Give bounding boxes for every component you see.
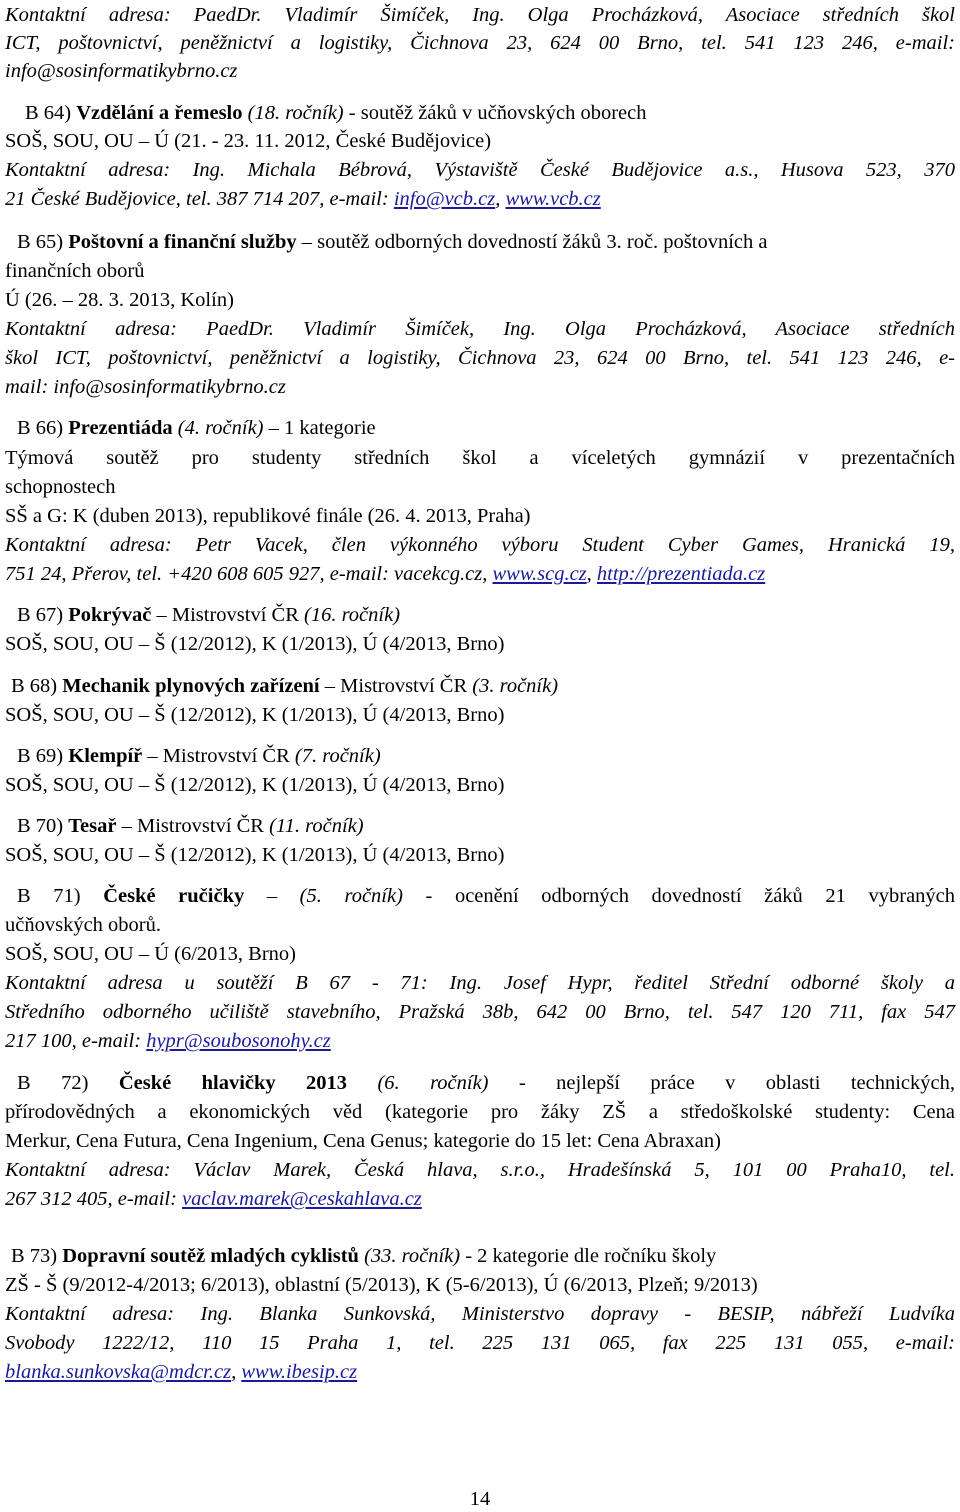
web-link[interactable]: www.scg.cz	[492, 563, 587, 585]
contact-line: info@sosinformatikybrno.cz	[5, 60, 238, 82]
entry-heading-b68: B 68) Mechanik plynových zařízení – Mistrovství ČR (3. ročník)	[11, 675, 559, 697]
entry-detail: SŠ a G: K (duben 2013), republikové finále (26. 4. 2013, Praha)	[5, 505, 531, 527]
entry-detail: Týmová soutěž pro studenty středních škol a víceletých gymnázií v prezentačních	[5, 447, 955, 469]
contact-line: mail: info@sosinformatikybrno.cz	[5, 376, 286, 398]
entry-heading-b70: B 70) Tesař – Mistrovství ČR (11. ročník)	[17, 815, 364, 837]
entry-heading-b66: B 66) Prezentiáda (4. ročník) – 1 kategorie	[17, 417, 376, 439]
contact-line: škol ICT, poštovnictví, peněžnictví a logistiky, Čichnova 23, 624 00 Brno, tel. 541 123 246, e-	[5, 347, 955, 369]
entry-heading-b73: B 73) Dopravní soutěž mladých cyklistů (33. ročník) - 2 kategorie dle ročníku školy	[11, 1245, 717, 1267]
entry-heading-b64: B 64) Vzdělání a řemeslo (18. ročník) - soutěž žáků v učňovských oborech	[25, 102, 647, 124]
entry-heading-b72: B 72) České hlavičky 2013 (6. ročník) - nejlepší práce v oblasti technických,	[17, 1072, 955, 1094]
contact-line: Kontaktní adresa: Václav Marek, Česká hlava, s.r.o., Hradešínská 5, 101 00 Praha10, tel.	[5, 1159, 955, 1181]
contact-line: Svobody 1222/12, 110 15 Praha 1, tel. 225 131 065, fax 225 131 055, e-mail:	[5, 1332, 955, 1354]
contact-line: 217 100, e-mail: hypr@soubosonohy.cz	[5, 1030, 331, 1052]
contact-line: Kontaktní adresa: PaedDr. Vladimír Šimíček, Ing. Olga Procházková, Asociace středních škol	[5, 4, 955, 26]
entry-detail: Merkur, Cena Futura, Cena Ingenium, Cena Genus; kategorie do 15 let: Cena Abraxan)	[5, 1130, 721, 1152]
entry-detail: SOŠ, SOU, OU – Ú (21. - 23. 11. 2012, České Budějovice)	[5, 130, 492, 152]
web-link[interactable]: www.vcb.cz	[505, 188, 601, 210]
entry-detail: SOŠ, SOU, OU – Š (12/2012), K (1/2013), Ú (4/2013, Brno)	[5, 774, 505, 796]
contact-line: Kontaktní adresa: PaedDr. Vladimír Šimíček, Ing. Olga Procházková, Asociace středních	[5, 318, 955, 340]
entry-detail: SOŠ, SOU, OU – Š (12/2012), K (1/2013), Ú (4/2013, Brno)	[5, 633, 505, 655]
contact-line: 267 312 405, e-mail: vaclav.marek@ceskahlava.cz	[5, 1188, 422, 1210]
entry-detail: SOŠ, SOU, OU – Ú (6/2013, Brno)	[5, 943, 297, 965]
entry-detail: Ú (26. – 28. 3. 2013, Kolín)	[5, 289, 234, 311]
contact-line: Středního odborného učiliště stavebního, Pražská 38b, 642 00 Brno, tel. 547 120 711, fax 547	[5, 1001, 955, 1023]
contact-line: blanka.sunkovska@mdcr.cz, www.ibesip.cz	[5, 1361, 358, 1383]
email-link[interactable]: vaclav.marek@ceskahlava.cz	[182, 1188, 422, 1210]
contact-line: Kontaktní adresa u soutěží B 67 - 71: Ing. Josef Hypr, ředitel Střední odborné školy a	[5, 972, 955, 994]
entry-detail: přírodovědných a ekonomických věd (kategorie pro žáky ZŠ a středoškolské studenty: Cena	[5, 1101, 955, 1123]
contact-line: ICT, poštovnictví, peněžnictví a logistiky, Čichnova 23, 624 00 Brno, tel. 541 123 246, e-mail:	[5, 32, 955, 54]
entry-detail: ZŠ - Š (9/2012-4/2013; 6/2013), oblastní (5/2013), K (5-6/2013), Ú (6/2013, Plzeň; 9/2013)	[5, 1274, 758, 1296]
entry-detail: finančních oborů	[5, 260, 145, 282]
email-link[interactable]: hypr@soubosonohy.cz	[146, 1030, 331, 1052]
contact-line: 21 České Budějovice, tel. 387 714 207, e-mail: info@vcb.cz, www.vcb.cz	[5, 188, 601, 210]
contact-line: Kontaktní adresa: Petr Vacek, člen výkonného výboru Student Cyber Games, Hranická 19,	[5, 534, 955, 556]
web-link[interactable]: http://prezentiada.cz	[596, 563, 766, 585]
entry-detail: schopnostech	[5, 476, 116, 498]
entry-detail: SOŠ, SOU, OU – Š (12/2012), K (1/2013), Ú (4/2013, Brno)	[5, 844, 505, 866]
entry-heading-b65: B 65) Poštovní a finanční služby – soutěž odborných dovedností žáků 3. roč. poštovních a	[17, 231, 768, 253]
entry-heading-b71: B 71) České ručičky – (5. ročník) - ocenění odborných dovedností žáků 21 vybraných	[17, 885, 956, 907]
contact-line: 751 24, Přerov, tel. +420 608 605 927, e-mail: vacekcg.cz, www.scg.cz, http://prezentiada.cz	[5, 563, 766, 585]
entry-heading-b69: B 69) Klempíř – Mistrovství ČR (7. ročník)	[17, 745, 381, 767]
entry-detail: učňovských oborů.	[5, 914, 162, 936]
entry-heading-b67: B 67) Pokrývač – Mistrovství ČR (16. ročník)	[17, 604, 401, 626]
contact-line: Kontaktní adresa: Ing. Michala Bébrová, Výstaviště České Budějovice a.s., Husova 523, 370	[5, 159, 955, 181]
entry-detail: SOŠ, SOU, OU – Š (12/2012), K (1/2013), Ú (4/2013, Brno)	[5, 704, 505, 726]
page-number: 14	[469, 1488, 491, 1510]
email-link[interactable]: info@vcb.cz	[393, 188, 496, 210]
web-link[interactable]: www.ibesip.cz	[241, 1361, 358, 1383]
contact-line: Kontaktní adresa: Ing. Blanka Sunkovská, Ministerstvo dopravy - BESIP, nábřeží Ludvíka	[5, 1303, 955, 1325]
email-link[interactable]: blanka.sunkovska@mdcr.cz	[5, 1361, 232, 1383]
